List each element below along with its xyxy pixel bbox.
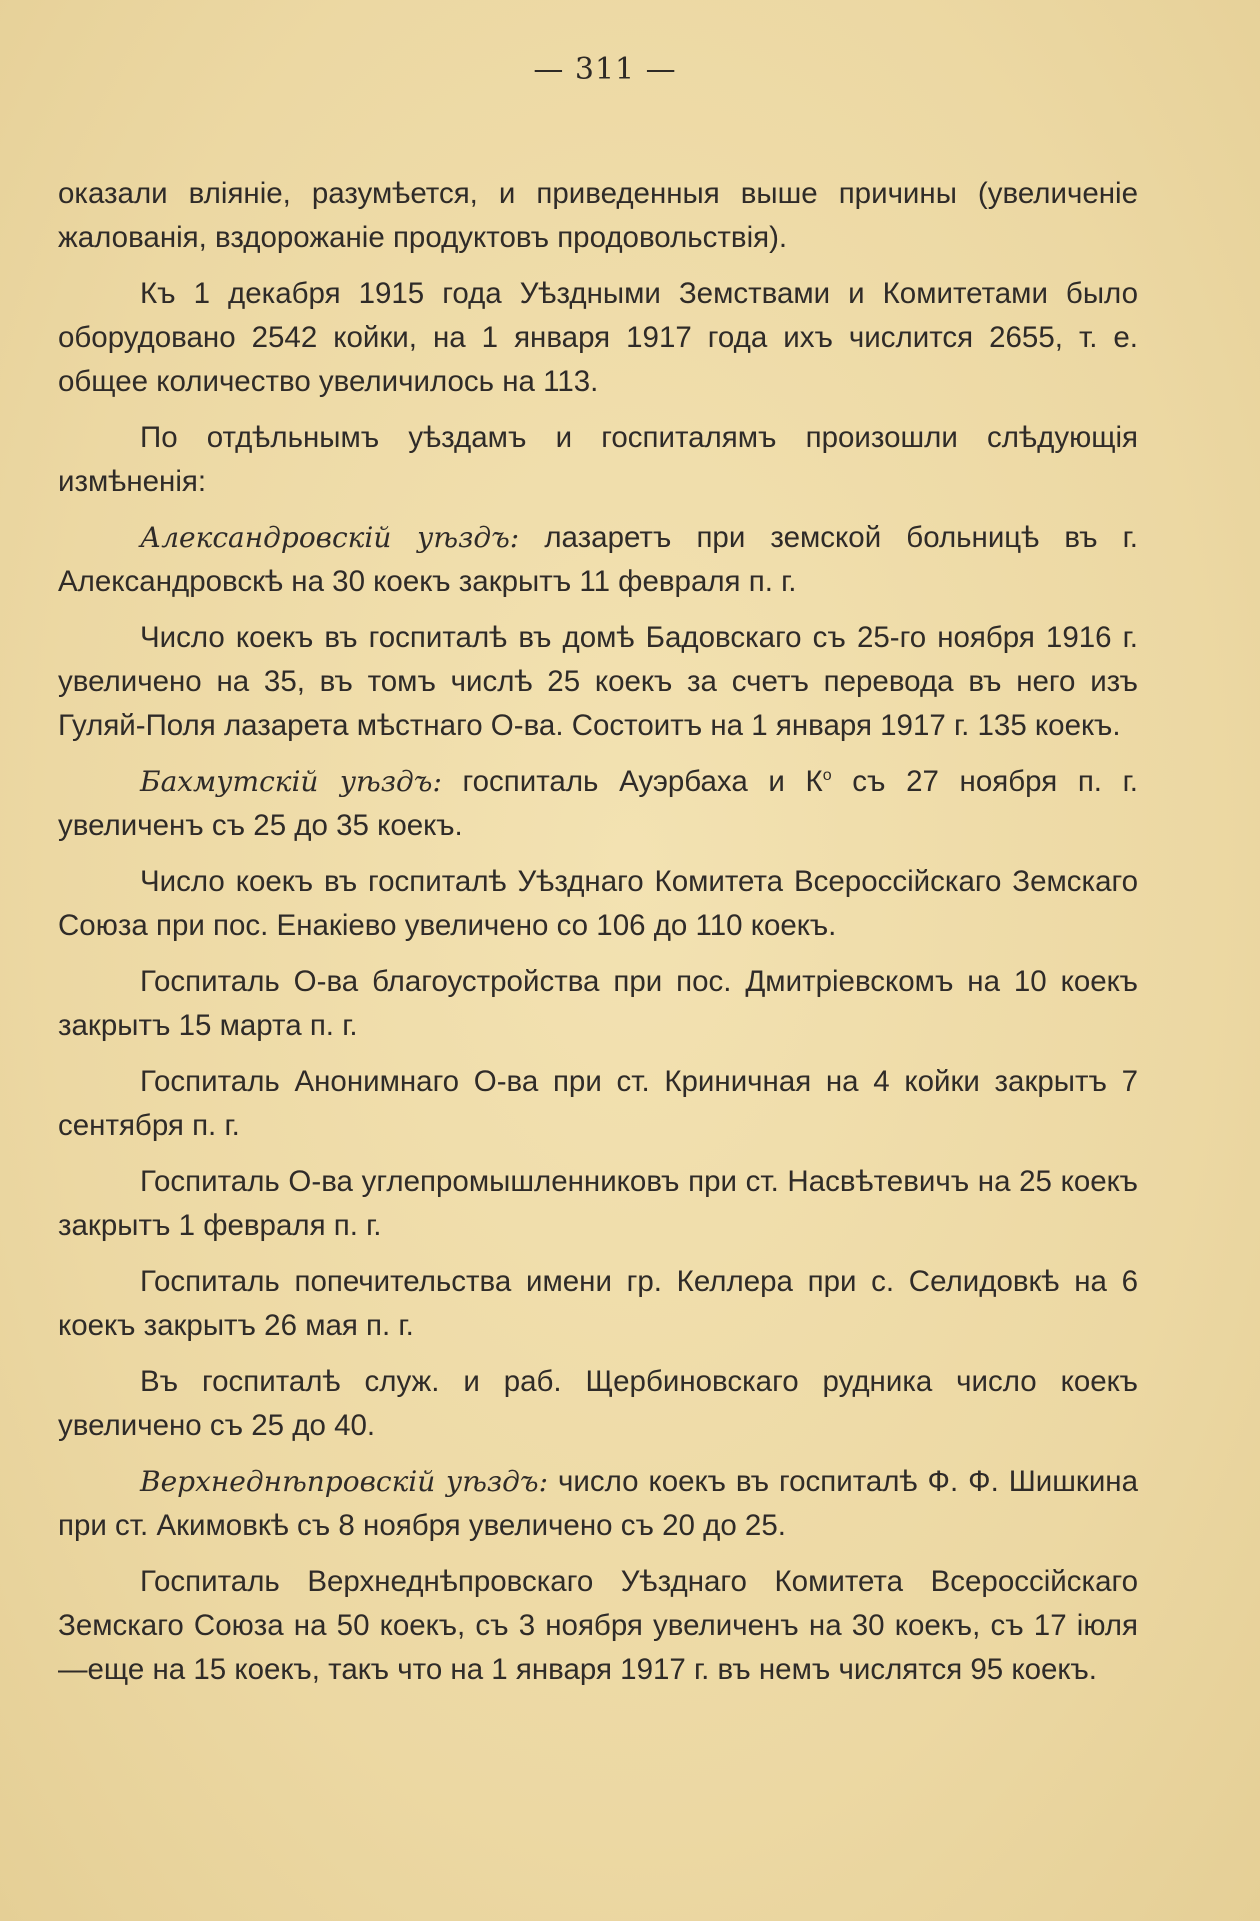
paragraph-10 bbox=[58, 1160, 1138, 1248]
paragraph-text: По отдѣльнымъ уѣздамъ и госпиталямъ произошли слѣдующія измѣненія: bbox=[58, 421, 1138, 498]
paragraph-2 bbox=[58, 272, 1138, 404]
paragraph-8 bbox=[58, 960, 1138, 1048]
paragraph-14 bbox=[58, 1560, 1138, 1692]
page-number: — 311 — bbox=[533, 52, 677, 87]
paragraph-9 bbox=[58, 1060, 1138, 1148]
paragraph-text: Госпиталь Анонимнаго О-ва при ст. Криничная на 4 койки закрытъ 7 сентября п. г. bbox=[58, 1065, 1138, 1142]
paragraph-1 bbox=[58, 172, 1138, 260]
paragraph-text: Въ госпиталѣ служ. и раб. Щербиновскаго рудника число коекъ увеличено съ 25 до 40. bbox=[58, 1365, 1138, 1442]
paragraph-text: Госпиталь попечительства имени гр. Келлера при с. Селидовкѣ на 6 коекъ закрытъ 26 мая п. г. bbox=[58, 1265, 1138, 1342]
paragraph-text: Госпиталь О-ва углепромышленниковъ при ст. Насвѣтевичъ на 25 коекъ закрытъ 1 февраля п. г. bbox=[58, 1165, 1138, 1242]
paragraph-text: Къ 1 декабря 1915 года Уѣздными Земствами и Комитетами было оборудовано 2542 койки, на 1 января 1917 года ихъ числится 2655, т. е. общее количество увеличилось на 113. bbox=[58, 277, 1138, 398]
paragraph-13 bbox=[58, 1460, 1138, 1548]
district-heading: Верхнеднѣпровскій уѣздъ: bbox=[140, 1465, 549, 1498]
superscript: о bbox=[822, 767, 832, 785]
paragraph-text: Число коекъ въ госпиталѣ въ домѣ Бадовскаго съ 25-го ноября 1916 г. увеличено на 35, въ томъ числѣ 25 коекъ за счетъ перевода въ него изъ Гуляй-Поля лазарета мѣстнаго О-ва. Состоитъ на 1 января 1917 г. 135 коекъ. bbox=[58, 621, 1138, 742]
paragraph-3 bbox=[58, 416, 1138, 504]
body-text bbox=[58, 172, 1138, 1704]
paragraph-4 bbox=[58, 516, 1138, 604]
paragraph-text: Госпиталь О-ва благоустройства при пос. Дмитріевскомъ на 10 коекъ закрытъ 15 марта п. г. bbox=[58, 965, 1138, 1042]
paragraph-text: Госпиталь Верхнеднѣпровскаго Уѣзднаго Комитета Всероссійскаго Земскаго Союза на 50 коекъ, съ 3 ноября увеличенъ на 30 коекъ, съ 17 іюля—еще на 15 коекъ, такъ что на 1 января 1917 г. въ немъ числятся 95 коекъ. bbox=[58, 1565, 1138, 1686]
paragraph-12 bbox=[58, 1360, 1138, 1448]
paragraph-text: число коекъ въ госпиталѣ Ф. Ф. Шишкина при ст. Акимовкѣ съ 8 ноября увеличено съ 20 до 25. bbox=[58, 1465, 1138, 1542]
district-heading: Бахмутскій уѣздъ: bbox=[140, 765, 442, 798]
paragraph-text: оказали вліяніе, разумѣется, и приведенныя выше причины (увеличеніе жалованія, вздорожаніе продуктовъ продовольствія). bbox=[58, 177, 1138, 254]
paragraph-text: госпиталь Ауэрбаха и К bbox=[441, 765, 823, 798]
district-heading: Александровскій уѣздъ: bbox=[140, 521, 520, 554]
paragraph-11 bbox=[58, 1260, 1138, 1348]
paragraph-text: лазаретъ при земской больницѣ въ г. Александровскѣ на 30 коекъ закрытъ 11 февраля п. г. bbox=[58, 521, 1138, 598]
paragraph-6 bbox=[58, 760, 1138, 848]
paragraph-5 bbox=[58, 616, 1138, 748]
paragraph-7 bbox=[58, 860, 1138, 948]
paragraph-text-continued: съ 27 ноября п. г. увеличенъ съ 25 до 35 коекъ. bbox=[58, 765, 1138, 842]
paragraph-text: Число коекъ въ госпиталѣ Уѣзднаго Комитета Всероссійскаго Земскаго Союза при пос. Енакіево увеличено со 106 до 110 коекъ. bbox=[58, 865, 1138, 942]
